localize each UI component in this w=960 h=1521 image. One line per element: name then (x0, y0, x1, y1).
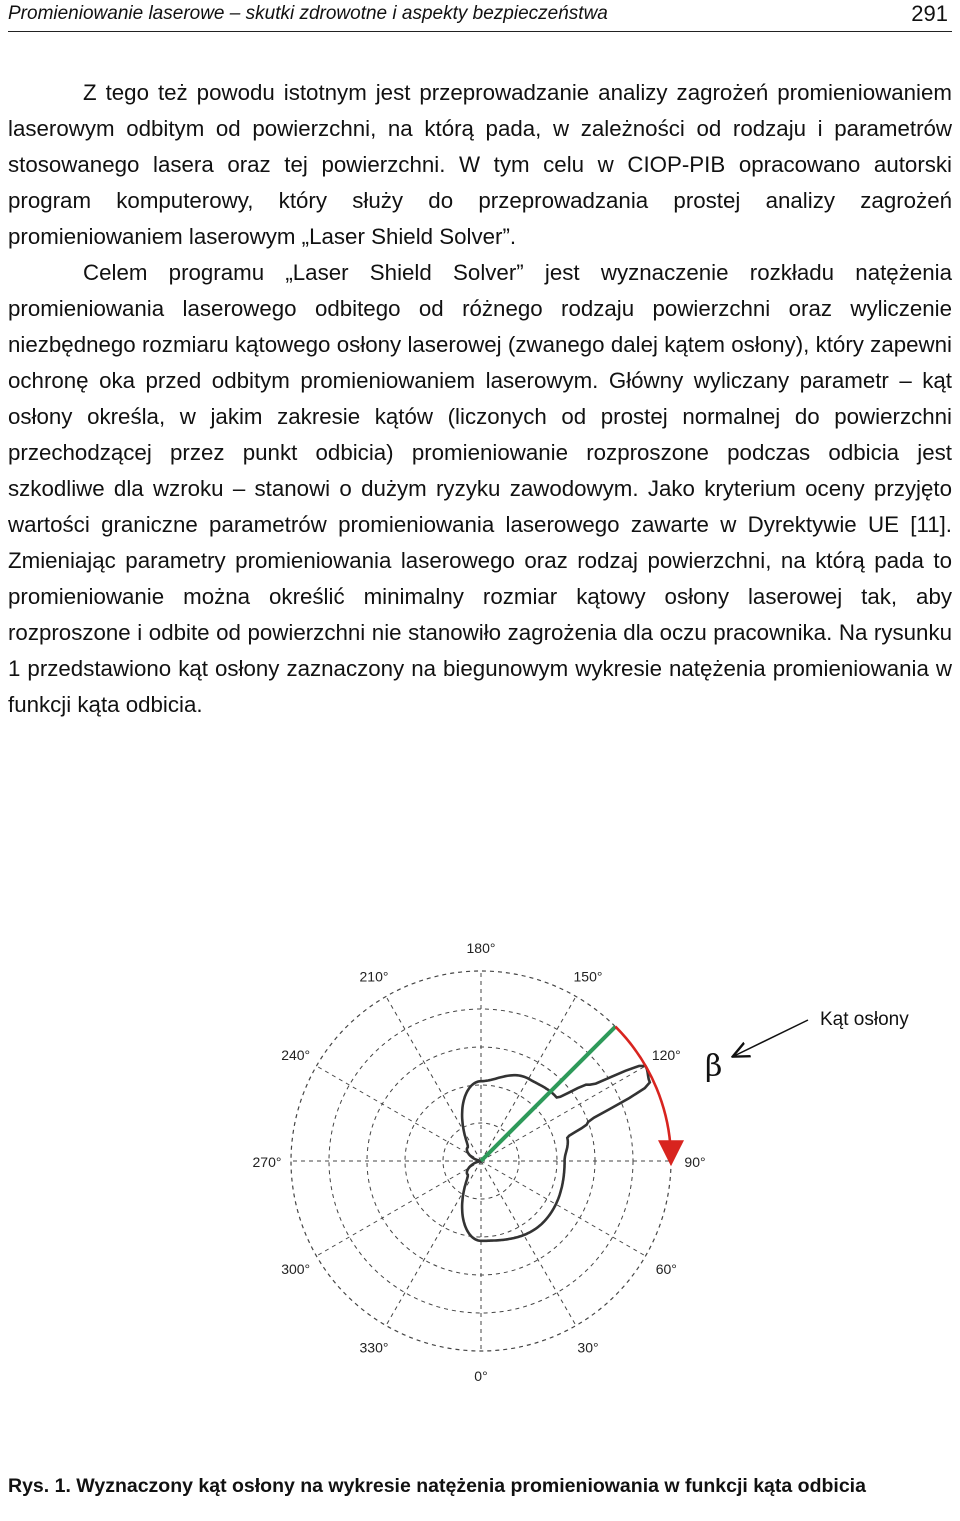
angle-label: 180° (466, 940, 496, 956)
shield-indicators (481, 1027, 671, 1161)
angle-label: 90° (684, 1154, 706, 1170)
grid-spoke (316, 1066, 481, 1161)
beta-symbol: β (705, 1049, 723, 1084)
figure-caption (8, 1473, 952, 1499)
caption-label: Rys. 1. (8, 1475, 71, 1497)
shield-annotation: Kąt osłony (820, 1009, 909, 1030)
page-number: 291 (911, 1, 948, 26)
angle-label: 210° (359, 968, 389, 985)
grid-spoke (386, 996, 481, 1161)
grid-spoke (386, 1161, 481, 1326)
angle-label: 30° (577, 1339, 599, 1356)
angle-label: 300° (281, 1261, 311, 1277)
paragraph-2: Celem programu „Laser Shield Solver” jest wyznaczenie rozkładu natężenia promieniowania laserowego odbitego od różnego rodzaju powierzchni oraz wyliczenie niezbędnego rozmiaru kątowego osłony laserowej (zwanego dalej kątem osłony), który zapewni ochronę oka przed odbitym promieniowaniem laserowym. Główny wyliczany parametr – kąt osłony określa, w jakim zakresie kątów (liczonych od prostej normalnej do powierzchni przechodzącej przez punkt odbicia) promieniowanie rozproszone podczas odbicia jest szkodliwe dla wzroku – stanowi o dużym ryzyku zawodowym. Jako kryterium oceny przyjęto wartości graniczne parametrów promieniowania laserowego zawarte w Dyrektywie UE [11]. Zmieniając parametry promieniowania laserowego oraz rodzaj powierzchni, na którą pada to promieniowanie można określić minimalny rozmiar kątowy osłony laserowej tak, aby rozproszone i odbite od powierzchni nie stanowiło zagrożenia dla oczu pracownika. Na rysunku 1 przedstawiono kąt osłony zaznaczony na biegunowym wykresie natężenia promieniowania w funkcji kąta odbicia. (8, 260, 952, 717)
paragraph-1: Z tego też powodu istotnym jest przeprowadzanie analizy zagrożeń promieniowaniem laserowym odbitym od powierzchni, na którą pada, w zależności od rodzaju i parametrów stosowanego lasera oraz tej powierzchni. W tym celu w CIOP-PIB opracowano autorski program komputerowy, który służy do przeprowadzania prostej analizy zagrożeń promieniowaniem laserowym „Laser Shield Solver”. (8, 80, 952, 249)
angle-label: 0° (474, 1368, 488, 1384)
polar-chart (0, 938, 960, 1398)
body-text (8, 75, 952, 723)
figure-polar-plot (0, 938, 960, 1398)
angle-label: 270° (252, 1154, 282, 1170)
angle-label: 60° (655, 1261, 677, 1277)
shield-line (481, 1027, 615, 1161)
angle-label: 240° (281, 1047, 311, 1063)
angle-label: 330° (359, 1339, 389, 1356)
grid-spoke (316, 1161, 481, 1256)
angle-label: 120° (651, 1047, 681, 1063)
running-title: Promieniowanie laserowe – skutki zdrowotne i aspekty bezpieczeństwa (8, 3, 608, 24)
annotation-arrow (734, 1020, 808, 1056)
caption-text: Wyznaczony kąt osłony na wykresie natężenia promieniowania w funkcji kąta odbicia (76, 1475, 866, 1497)
page-header (8, 0, 952, 32)
angle-label: 150° (573, 968, 603, 985)
